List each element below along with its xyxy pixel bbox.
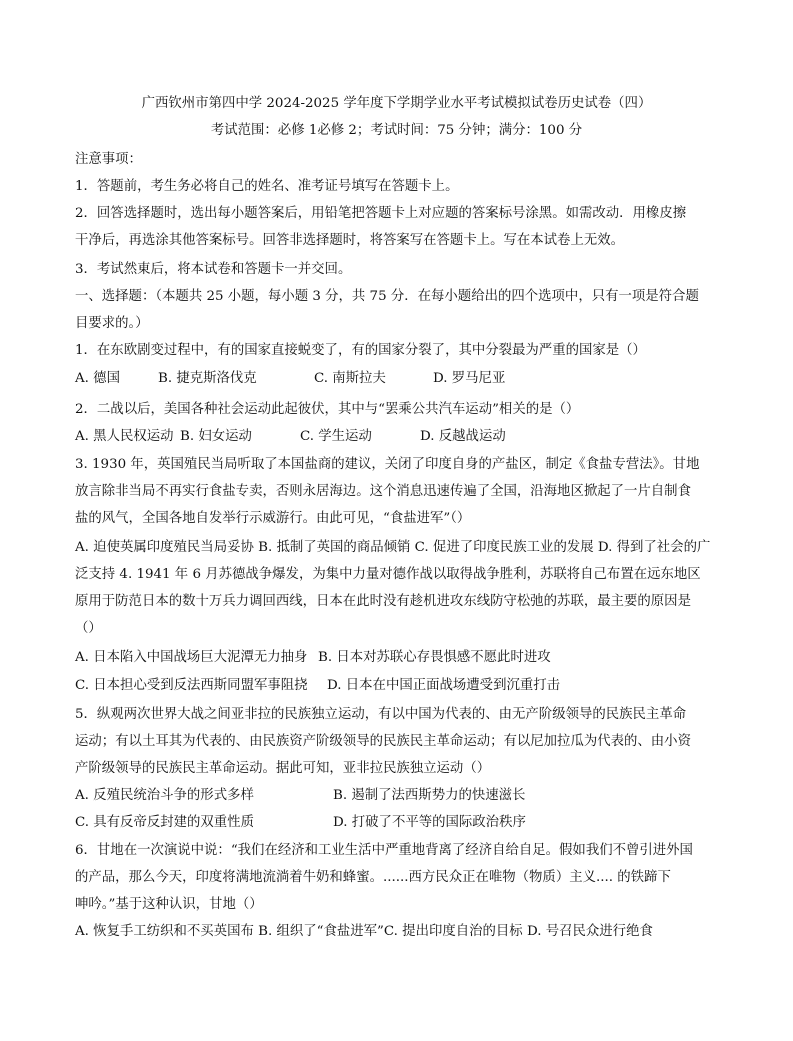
question-2-option-a: A. 黑人民权运动 <box>75 429 174 444</box>
notice-item-3: 3．考试然東后，将本试卷和答题卡一并交回。 <box>75 262 352 277</box>
notice-item-2-line-1: 2．回答选择题时，选出每小题答案后，用铅笔把答题卡上对应题的答案标号涂黑。如需改动．用橡皮擦 <box>75 206 687 221</box>
question-1-stem: 1．在东欧剧变过程中，有的国家直接蜕变了，有的国家分裂了，其中分裂最为严重的国家是（） <box>75 343 646 358</box>
question-5-line-3: 产阶级领导的民族民主革命运动。据此可知，亚非拉民族独立运动（） <box>75 761 491 776</box>
exam-title: 广西钦州市第四中学 2024-2025 学年度下学期学业水平考试模拟试卷历史试卷（四） <box>141 96 652 111</box>
question-5-option-b: B. 遏制了法西斯势力的快速滋长 <box>333 788 526 803</box>
question-1-option-a: A. 德国 <box>75 371 120 386</box>
question-2-option-d: D. 反越战运动 <box>420 429 506 444</box>
question-6-line-1: 6．甘地在一次演说中说：“我们在经济和工业生活中严重地背离了经济自给自足。假如我们不曾引进外国 <box>75 843 693 858</box>
question-2-stem: 2．二战以后，美国各种社会运动此起彼伏，其中与“罢乘公共汽车运动”相关的是（） <box>75 402 580 417</box>
question-3-options: A. 迫使英属印度殖民当局妥协 B. 抵制了英国的商品倾销 C. 促进了印度民族工业的发展 D. 得到了社会的广 <box>75 540 711 555</box>
question-5-option-a: A. 反殖民统治斗争的形式多样 <box>75 788 254 803</box>
question-2-option-b: B. 妇女运动 <box>180 429 252 444</box>
question-3-line-3: 盐的风气，全国各地自发举行示威游行。由此可见，“食盐进军”（） <box>75 511 471 526</box>
question-3-line-1: 3. 1930 年，英国殖民当局听取了本国盐商的建议，关闭了印度自身的产盐区，制定《食盐专营法》。甘地 <box>75 457 700 472</box>
notice-item-1: 1．答题前，考生务必将自己的姓名、准考证号填写在答题卡上。 <box>75 179 459 194</box>
section-heading-line-2: 目要求的。） <box>75 316 149 331</box>
notice-heading: 注意事项： <box>75 152 142 167</box>
question-4-stem-line-2: 原用于防范日本的数十万兵力调回西线，日本在此时没有趁机进攻东线防守松弛的苏联，最主要的原因是 <box>75 594 691 609</box>
section-heading-line-1: 一、选择题：（本题共 25 小题，每小题 3 分，共 75 分．在每小题给出的四个选项中，只有一项是符合题 <box>75 289 699 304</box>
question-1-option-c: C. 南斯拉夫 <box>314 371 386 386</box>
question-4-option-b: B. 日本对苏联心存畏惧感不愿此时进攻 <box>318 650 551 665</box>
question-6-line-3: 呻吟。”基于这种认识，甘地（） <box>75 897 263 912</box>
question-6-line-2: 的产品，那么今天，印度将满地流淌着牛奶和蜂蜜。......西方民众正在唯物（物质）主义.... 的铁蹄下 <box>75 870 671 885</box>
question-4-option-a: A. 日本陷入中国战场巨大泥潭无力抽身 <box>75 650 308 665</box>
question-5-option-c: C. 具有反帝反封建的双重性质 <box>75 815 254 830</box>
question-3-line-2: 放言除非当局不再实行食盐专卖，否则永居海边。这个消息迅速传遍了全国，沿海地区掀起了一片自制食 <box>75 484 691 499</box>
question-6-options: A. 恢复手工纺织和不买英国布 B. 组织了“食盐进军”C. 提出印度自治的目标 D. 号召民众进行绝食 <box>75 924 653 939</box>
exam-subtitle: 考试范围：必修 1必修 2；考试时间：75 分钟；满分：100 分 <box>210 123 583 138</box>
notice-item-2-line-2: 干净后，再选涂其他答案标号。回答非选择题时，将答案写在答题卡上。写在本试卷上无效。 <box>75 233 625 248</box>
question-4-option-c: C. 日本担心受到反法西斯同盟军事阻挠 <box>75 678 308 693</box>
question-1-option-b: B. 捷克斯洛伐克 <box>158 371 257 386</box>
question-4-stem-line-1: 泛支持 4. 1941 年 6 月苏德战争爆发，为集中力量对德作战以取得战争胜利，苏联将自己布置在远东地区 <box>75 567 701 582</box>
question-2-option-c: C. 学生运动 <box>300 429 372 444</box>
question-5-option-d: D. 打破了不平等的国际政治秩序 <box>333 815 526 830</box>
question-4-stem-line-3: （） <box>75 621 102 636</box>
question-5-line-1: 5．纵观两次世界大战之间亚非拉的民族独立运动，有以中国为代表的、由无产阶级领导的民族民主革命 <box>75 707 687 722</box>
question-1-option-d: D. 罗马尼亚 <box>433 371 506 386</box>
question-4-option-d: D. 日本在中国正面战场遭受到沉重打击 <box>327 678 561 693</box>
question-5-line-2: 运动；有以土耳其为代表的、由民族资产阶级领导的民族民主革命运动；有以尼加拉瓜为代表的、由小资 <box>75 734 691 749</box>
